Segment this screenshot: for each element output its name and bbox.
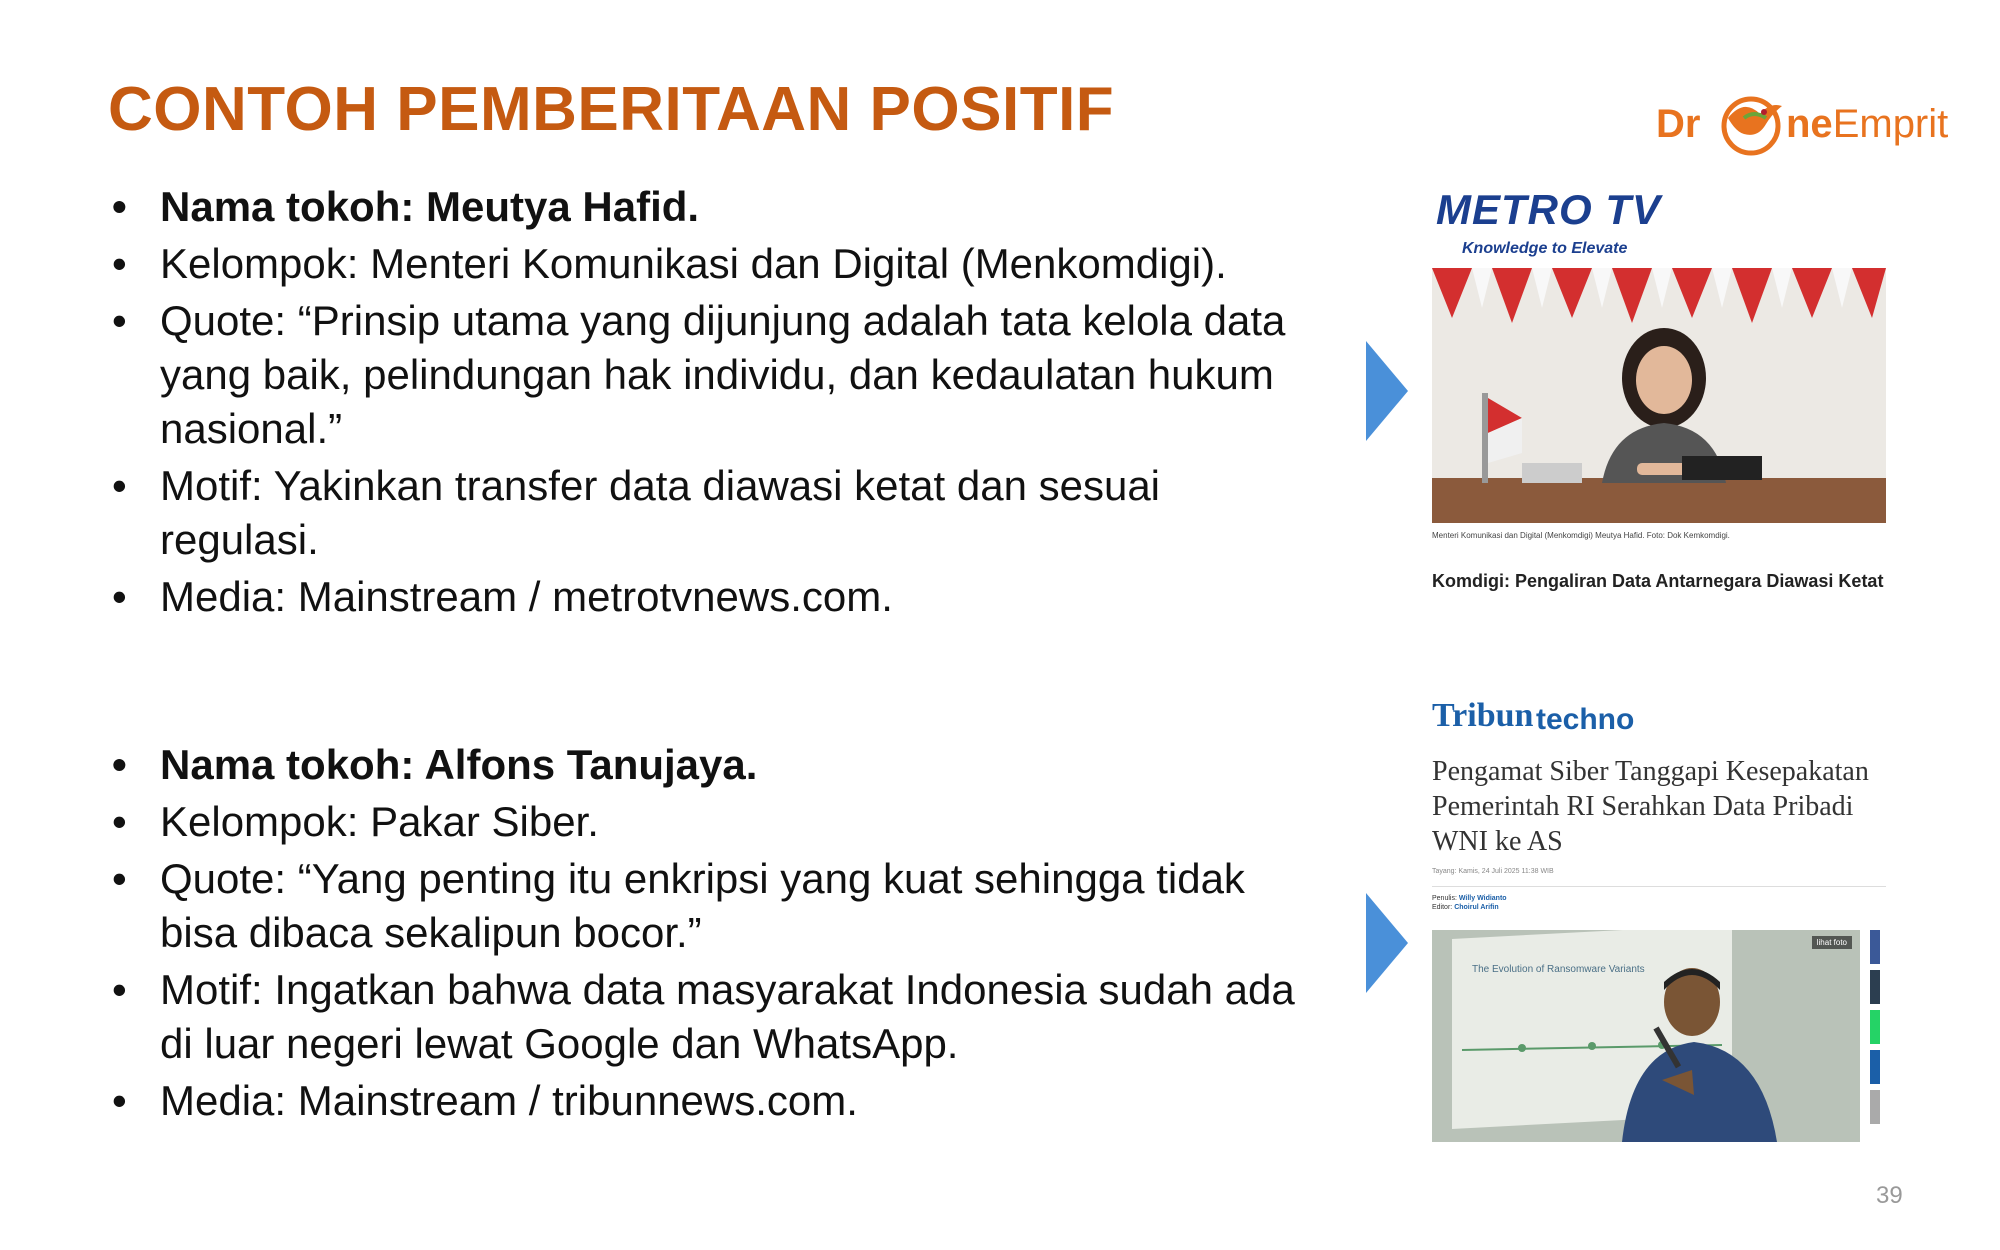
bullet-list-meutya [108, 180, 1328, 627]
bullet-text: Quote: “Prinsip utama yang dijunjung adalah tata kelola data yang baik, pelindungan hak individu, dan kedaulatan hukum nasional.” [160, 297, 1286, 452]
arrow-right-icon [1366, 341, 1408, 441]
share-whatsapp-icon[interactable] [1870, 1010, 1880, 1044]
bullet-text: Kelompok: Menteri Komunikasi dan Digital (Menkomdigi). [160, 240, 1227, 287]
tribun-photo [1432, 930, 1860, 1142]
metrotv-photo-caption: Menteri Komunikasi dan Digital (Menkomdigi) Meutya Hafid. Foto: Dok Kemkomdigi. [1432, 531, 1730, 540]
bullet-item [108, 738, 1328, 792]
slide-title-text: The Evolution of Ransomware Variants [1472, 964, 1645, 975]
editor-label: Editor: [1432, 904, 1453, 911]
bullet-list-alfons [108, 738, 1328, 1131]
tribun-authors [1432, 894, 1507, 912]
bullet-mark: • [112, 798, 127, 845]
tribuntechno-logo [1432, 697, 1692, 749]
bullet-text: Quote: “Yang penting itu enkripsi yang kuat sehingga tidak bisa dibaca sekalipun bocor.” [160, 855, 1245, 956]
bullet-text: Motif: Ingatkan bahwa data masyarakat Indonesia sudah ada di luar negeri lewat Google dan WhatsApp. [160, 966, 1295, 1067]
tribun-headline: Pengamat Siber Tanggapi Kesepakatan Pemerintah RI Serahkan Data Pribadi WNI ke AS [1432, 756, 1869, 857]
slide-title: CONTOH PEMBERITAAN POSITIF [108, 75, 1115, 144]
metrotv-logo-text: METRO TV [1436, 186, 1661, 233]
bullet-text: Media: Mainstream / metrotvnews.com. [160, 573, 893, 620]
drone-bird-icon [1714, 88, 1788, 162]
logo-text-ne: ne [1786, 102, 1833, 146]
drone-emprit-logo [1656, 88, 1949, 160]
share-facebook-icon[interactable] [1870, 930, 1880, 964]
bullet-mark: • [112, 855, 127, 902]
meutya-photo-illustration [1432, 268, 1886, 523]
bullet-text: Nama tokoh: Meutya Hafid. [160, 183, 700, 230]
bullet-mark: • [112, 1077, 127, 1124]
bullet-item [108, 237, 1328, 291]
logo-text-emprit-word: Emprit [1832, 102, 1949, 146]
bullet-mark: • [112, 183, 127, 230]
alfons-photo-illustration [1432, 930, 1860, 1142]
bullet-mark: • [112, 741, 127, 788]
bullet-mark: • [112, 573, 127, 620]
logo-text-dr: Dr [1656, 102, 1701, 146]
bullet-text: Motif: Yakinkan transfer data diawasi ketat dan sesuai regulasi. [160, 462, 1161, 563]
tribun-divider [1432, 886, 1886, 887]
metrotv-photo [1432, 268, 1886, 523]
bullet-mark: • [112, 966, 127, 1013]
bullet-item [108, 795, 1328, 849]
tribun-author-row [1432, 894, 1507, 903]
share-x-icon[interactable] [1870, 970, 1880, 1004]
author-name[interactable]: Willy Widianto [1458, 895, 1507, 902]
bullet-item [108, 852, 1328, 960]
bullet-item [108, 459, 1328, 567]
bullet-text: Media: Mainstream / tribunnews.com. [160, 1077, 858, 1124]
bullet-item [108, 963, 1328, 1071]
bullet-mark: • [112, 462, 127, 509]
bullet-mark: • [112, 297, 127, 344]
page-number: 39 [1876, 1182, 1903, 1209]
lihat-foto-button[interactable]: lihat foto [1812, 936, 1852, 949]
share-telegram-icon[interactable] [1870, 1050, 1880, 1084]
bullet-item [108, 1074, 1328, 1128]
metrotv-logo [1432, 186, 1662, 266]
tribun-editor-row [1432, 903, 1507, 912]
editor-name[interactable]: Choirul Arifin [1454, 904, 1499, 911]
tribun-publish-date: Tayang: Kamis, 24 Juli 2025 11:38 WIB [1432, 868, 1554, 875]
techno-logo-text: techno [1536, 703, 1635, 736]
bullet-text: Nama tokoh: Alfons Tanujaya. [160, 741, 758, 788]
bullet-item [108, 570, 1328, 624]
bullet-item [108, 180, 1328, 234]
share-copy-link-icon[interactable] [1870, 1090, 1880, 1124]
tribun-logo-text: Tribun [1432, 697, 1534, 734]
author-label: Penulis: [1432, 895, 1457, 902]
logo-text-emprit [1786, 102, 1948, 147]
arrow-right-icon [1366, 893, 1408, 993]
bullet-item [108, 294, 1328, 456]
bullet-mark: • [112, 240, 127, 287]
metrotv-headline: Komdigi: Pengaliran Data Antarnegara Diawasi Ketat [1432, 571, 1884, 591]
bullet-text: Kelompok: Pakar Siber. [160, 798, 599, 845]
metrotv-tagline: Knowledge to Elevate [1462, 240, 1628, 257]
